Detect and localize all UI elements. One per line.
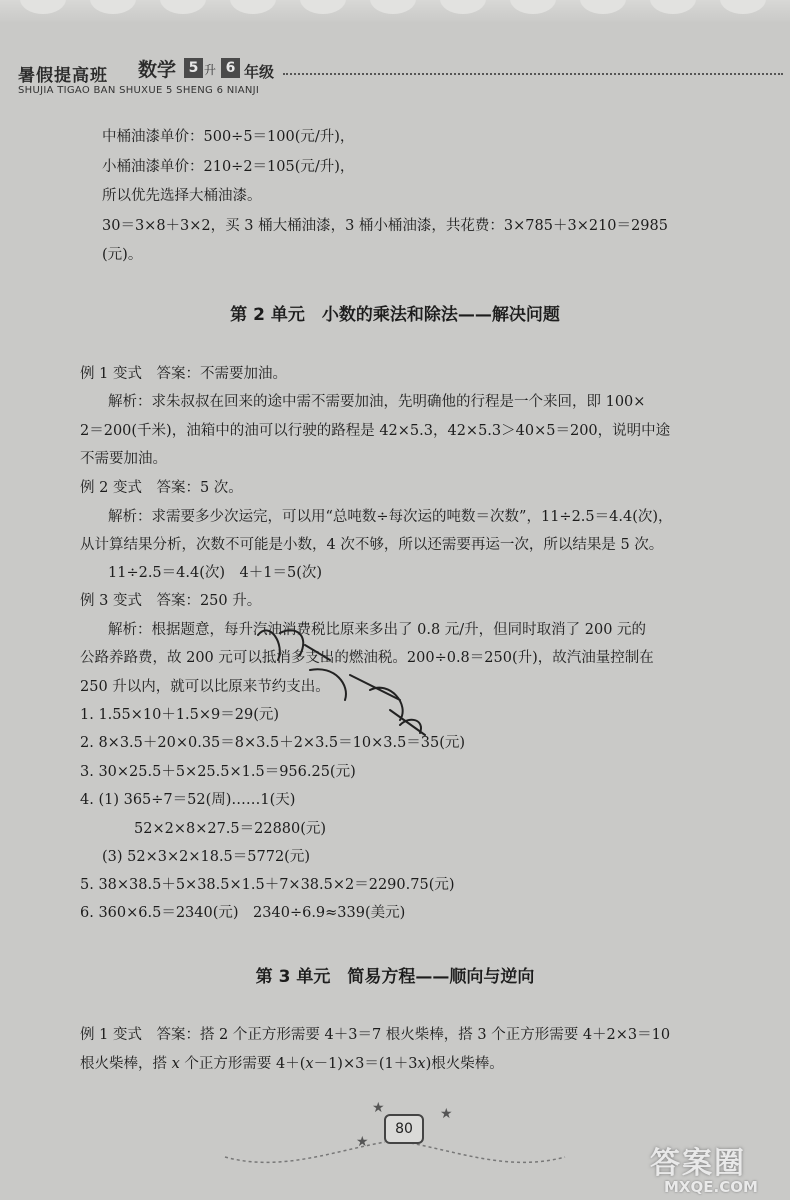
text-line: 从计算结果分析，次数不可能是小数，4 次不够，所以还需要再运一次，所以结果是 5 次。 xyxy=(80,537,664,553)
text-line: 中桶油漆单价：500÷5＝100(元/升)， xyxy=(102,129,355,145)
text-line: 小桶油漆单价：210÷2＝105(元/升)， xyxy=(102,159,355,175)
text-line: 11÷2.5＝4.4(次) 4＋1＝5(次) xyxy=(108,565,323,581)
book-title: 暑假提高班 xyxy=(18,66,108,86)
text-line: 例 1 变式 答案：搭 2 个正方形需要 4＋3＝7 根火柴棒，搭 3 个正方形需要 4＋2×3＝10 xyxy=(80,1027,671,1043)
header-dotted-rule xyxy=(283,73,783,75)
edge-scallop xyxy=(230,0,276,14)
page-footer xyxy=(0,1100,790,1200)
header-pinyin: SHUJIA TIGAO BAN SHUXUE 5 SHENG 6 NIANJI xyxy=(18,85,260,96)
grade-suffix: 年级 xyxy=(244,63,275,81)
edge-scallop xyxy=(580,0,626,14)
watermark-url: MXQE.COM xyxy=(664,1178,758,1196)
text-line: 250 升以内，就可以比原来节约支出。 xyxy=(80,679,330,695)
edge-scallop xyxy=(650,0,696,14)
text-line: 所以优先选择大桶油漆。 xyxy=(102,188,262,204)
grade-to-badge: 6 xyxy=(221,58,240,78)
edge-scallop xyxy=(370,0,416,14)
text-line: (元)。 xyxy=(102,247,143,263)
edge-scallop xyxy=(160,0,206,14)
grade-from-badge: 5 xyxy=(184,58,203,78)
text-line: 52×2×8×27.5＝22880(元) xyxy=(134,821,327,837)
edge-scallop xyxy=(720,0,766,14)
page-number: 80 xyxy=(384,1114,424,1144)
edge-scallop xyxy=(300,0,346,14)
page-header xyxy=(18,55,778,103)
text-line: 2＝200(千米)，油箱中的油可以行驶的路程是 42×5.3，42×5.3＞40×5＝200，说明中途 xyxy=(80,423,671,439)
text-line: 解析：根据题意，每升汽油消费税比原来多出了 0.8 元/升，但同时取消了 200 元的 xyxy=(108,622,647,638)
text-line: (3) 52×3×2×18.5＝5772(元) xyxy=(102,849,310,865)
handwriting-scribble xyxy=(250,615,440,745)
edge-scallop xyxy=(20,0,66,14)
edge-scallop xyxy=(510,0,556,14)
text-line: 1. 1.55×10＋1.5×9＝29(元) xyxy=(80,707,280,723)
text-line: 5. 38×38.5＋5×38.5×1.5＋7×38.5×2＝2290.75(元) xyxy=(80,877,455,893)
star-icon: ★ xyxy=(356,1134,369,1150)
text-line: 根火柴棒，搭 𝑥 个正方形需要 4＋(𝑥－1)×3＝(1＋3𝑥)根火柴棒。 xyxy=(80,1056,504,1072)
edge-scallop xyxy=(440,0,486,14)
section-2-title: 第 2 单元 小数的乘法和除法——解决问题 xyxy=(230,305,560,325)
text-line: 例 1 变式 答案：不需要加油。 xyxy=(80,366,287,382)
text-line: 公路养路费，故 200 元可以抵消多支出的燃油税。200÷0.8＝250(升)，故汽油量控制在 xyxy=(80,650,654,666)
text-line: 3. 30×25.5＋5×25.5×1.5＝956.25(元) xyxy=(80,764,356,780)
edge-scallop xyxy=(90,0,136,14)
star-icon: ★ xyxy=(440,1106,453,1122)
text-line: 例 2 变式 答案：5 次。 xyxy=(80,480,243,496)
grade-connector: 升 xyxy=(204,63,217,77)
subject-label: 数学 xyxy=(138,59,177,81)
text-line: 解析：求朱叔叔在回来的途中需不需要加油，先明确他的行程是一个来回，即 100× xyxy=(108,394,646,410)
watermark-logo: 答案圈 xyxy=(650,1146,746,1181)
section-3-title: 第 3 单元 简易方程——顺向与逆向 xyxy=(255,967,535,987)
text-line: 6. 360×6.5＝2340(元) 2340÷6.9≈339(美元) xyxy=(80,905,406,921)
star-icon: ★ xyxy=(372,1100,385,1116)
text-line: 解析：求需要多少次运完，可以用“总吨数÷每次运的吨数＝次数”，11÷2.5＝4.4(次)， xyxy=(108,509,673,525)
text-line: 不需要加油。 xyxy=(80,451,167,467)
text-line: 2. 8×3.5＋20×0.35＝8×3.5＋2×3.5＝10×3.5＝35(元) xyxy=(80,735,466,751)
text-line: 30＝3×8＋3×2，买 3 桶大桶油漆，3 桶小桶油漆，共花费：3×785＋3×210＝2985 xyxy=(102,218,668,234)
text-line: 例 3 变式 答案：250 升。 xyxy=(80,593,262,609)
page-top-edge xyxy=(0,0,790,22)
text-line: 4. (1) 365÷7＝52(周)……1(天) xyxy=(80,792,296,808)
